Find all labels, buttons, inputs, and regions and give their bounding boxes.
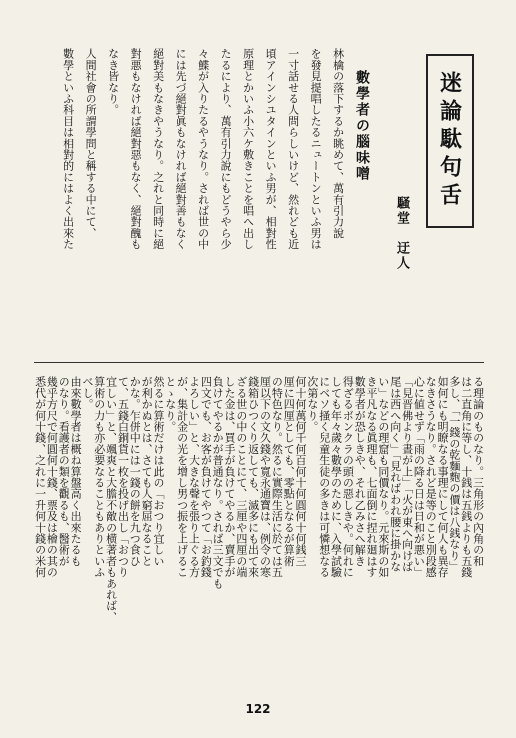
text-column: 尾は西へ向く」「見ればわれ腰に掛かな xyxy=(388,376,402,573)
text-column: 錢箱ひつくり返しても、滅多にも出て來 xyxy=(246,376,260,578)
text-column: 然るに算術だけは此の「おつり宜しい xyxy=(151,376,165,567)
text-column: て、五錢白銅貨一枚を投げ出し「おつり xyxy=(116,376,130,578)
text-column: が利かぬとは、さても人窮屈なること xyxy=(140,376,154,567)
text-column: き平凡なる眞理も、七面倒に捏れ廻はす xyxy=(365,376,379,578)
text-column: 原理とかいふ小六ケ敷きことを唱へ出し xyxy=(241,48,255,250)
text-column: たるにより、萬有引力說にもどうやら少 xyxy=(219,48,233,250)
text-column: 林檎の落下するか眺めて、萬有引力說 xyxy=(331,48,345,239)
text-column: 厘以下の文久錢や寬永通寶は、例令の寒 xyxy=(258,376,272,578)
text-column: 悉代が何十錢、之れに一升何十錢の米何 xyxy=(33,376,47,578)
text-column: よろしい」と、大きな聲を張り上ぐる方 xyxy=(187,376,201,578)
text-column: 算術の力も亦必要なることもありといふ xyxy=(92,376,106,578)
text-column: 宜しい」と、颯爽と大膽不敵の横著者もあれば、 xyxy=(104,376,118,623)
text-column: かな。乍併中には一錢の餅を九つ食ひ xyxy=(128,376,142,567)
text-column: 四文でも、お客が負けてやつて「お釣錢 xyxy=(199,376,213,578)
text-column: には先づ絕對眞もなければ絕對善もなく xyxy=(174,48,188,250)
divider xyxy=(34,362,484,363)
text-column: のなり。看護者の類を觀るも、醫術が xyxy=(57,376,71,567)
page-number: 122 xyxy=(245,702,271,716)
text-column: 數學者が恐しきや、それ乙みさへ解き xyxy=(353,376,367,567)
text-column: なき皆なり。 xyxy=(106,48,120,116)
text-column: しても年々歲々數學のために、入學試驗 xyxy=(329,376,343,578)
section-title: 數學者の腦味噌 xyxy=(354,70,370,182)
text-column: ざる世の中のことにて、三厘や四厘の端 xyxy=(234,376,248,578)
text-column: 何十何萬何千何百何十何圓何十何銭三 xyxy=(294,376,308,567)
author: 騒堂 迂人 xyxy=(394,196,409,271)
text-column: 幾乎方尺で何圓何十錢、票及は檜の其の xyxy=(45,376,59,578)
text-column: 絕對美もなきやうなり。之れと同時に絕 xyxy=(151,48,165,250)
title: 迷論駄句舌 xyxy=(436,71,463,211)
text-column: 如何にも明瞭なる事理にして何人も異存 xyxy=(436,376,450,578)
text-column: 多し、「一錢の乾麵麭の價は八銭なり」 xyxy=(447,376,461,573)
text-column: 「見晋佛より晝が上」「火が東へ向けば xyxy=(400,376,414,573)
text-column: を發見提唱したるニュートンといふ男は xyxy=(309,48,323,250)
text-column: 人間社會の所謂學問と稱する中にて、 xyxy=(84,48,98,239)
text-column: の特色なり。然るに實際生活に於ては五 xyxy=(270,376,284,578)
text-column: 心に値せず「雨の降る日は日和が悪い」 xyxy=(412,376,426,578)
text-column: した金は、買手が負けてやるか、賣手が xyxy=(222,376,236,578)
text-column: 一寸話せる人問らしいけど、然れども近 xyxy=(286,48,300,250)
title-box xyxy=(426,54,474,228)
text-column: 由來數學者は概ね算盤高く出來たるも xyxy=(69,376,83,567)
text-column: 對悪もなければ絕對惡もなく、絕對醜も xyxy=(129,48,143,250)
text-column: なきさうなり。されど是等のこと別段感 xyxy=(424,376,438,578)
text-column: 頃アインシユタインといふ男が、相對性 xyxy=(264,48,278,250)
text-column: べし。 xyxy=(80,376,94,410)
text-column: る理論のものなり。三角形の內角の和 xyxy=(471,376,485,567)
text-column: 々鰈が入りたるやうなり。されば世の中 xyxy=(196,48,210,250)
text-column: 得ざるボンクラの頭の惡しきや。何れに xyxy=(341,376,355,578)
text-column: 負けてやるかが普通なり。されば三文でも xyxy=(211,376,225,589)
text-column: 次第なり。 xyxy=(305,376,319,432)
text-column: 厘に四厘としても、零點となるが算術 xyxy=(282,376,296,567)
text-column: は二直角に等し、十銭は五銭よりも五錢 xyxy=(459,376,473,578)
text-column: い」などの理窟も同價なり。元來斯の如 xyxy=(376,376,390,578)
text-column: にベソ掻く兒童生徒の多きは可憐想なる xyxy=(317,376,331,578)
text-column: とゝなり。 xyxy=(163,376,177,432)
text-column: 數學といふ科目は相對的にはよく出來た xyxy=(61,48,75,250)
text-column: が、集計金の光を增し男つ振を上げるこ xyxy=(175,376,189,578)
